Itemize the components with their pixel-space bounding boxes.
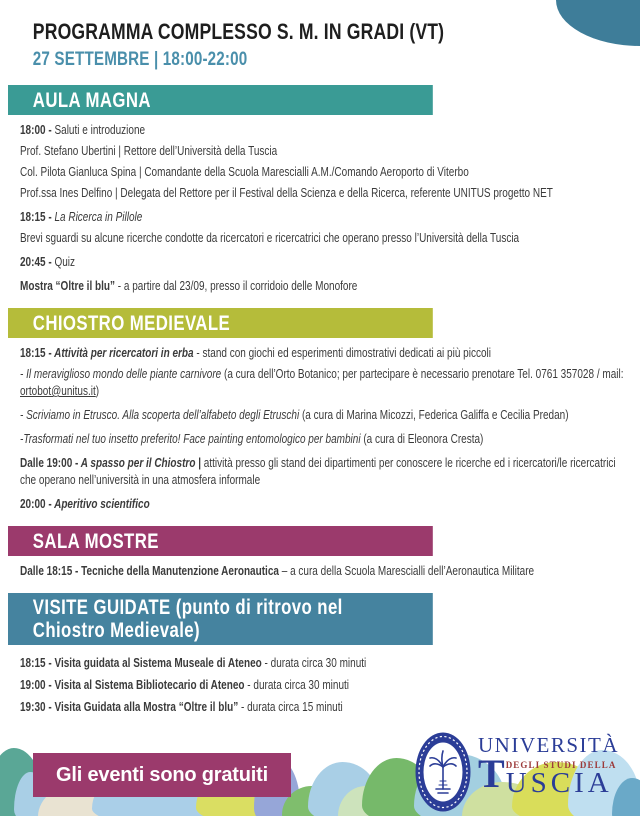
- text-segment: - durata circa 30 minuti: [261, 656, 367, 670]
- text-line: [20, 278, 632, 295]
- text-segment: Dalle 18:15 - Tecniche della Manutenzione Aeronautica: [20, 564, 279, 578]
- text-segment: Mostra “Oltre il blu”: [20, 279, 116, 293]
- text-segment: 20:45 -: [20, 255, 52, 269]
- section-header-chiostro-medievale: CHIOSTRO MEDIEVALE: [8, 308, 433, 338]
- text-segment: 19:30 - Visita Guidata alla Mostra “Oltre il blu”: [20, 700, 239, 714]
- text-line: [20, 345, 632, 362]
- section-sala-mostre: [0, 526, 640, 580]
- text-line: [20, 143, 632, 160]
- text-segment: Col. Pilota Gianluca Spina | Comandante della Scuola Marescialli A.M./Comando Aeroporto di Viterbo: [20, 165, 469, 179]
- wordmark-universita: UNIVERSITÀ: [478, 733, 619, 757]
- text-segment: 18:15 -: [20, 210, 52, 224]
- text-line: [20, 696, 632, 718]
- text-segment: - a partire dal 23/09, presso il corridoio delle Monofore: [115, 279, 358, 293]
- section-aula-magna: [0, 85, 640, 295]
- section-header-aula-magna: AULA MAGNA: [8, 85, 433, 115]
- section-chiostro-medievale: [0, 308, 640, 513]
- text-segment: Saluti e introduzione: [51, 123, 146, 137]
- footer: [0, 720, 640, 816]
- text-segment: Brevi sguardi su alcune ricerche condotte da ricercatori e ricercatrici che operano presso l’Università della Tuscia: [20, 231, 520, 245]
- email-link[interactable]: ortobot@unitus.it: [20, 384, 96, 398]
- section-header-sala-mostre: SALA MOSTRE: [8, 526, 433, 556]
- university-logo: [414, 728, 638, 816]
- text-line: [20, 254, 632, 271]
- wordmark-tuscia-initial: T: [478, 751, 505, 796]
- text-line: [20, 496, 632, 513]
- text-segment: A spasso per il Chiostro: [78, 456, 196, 470]
- sections: [0, 85, 640, 718]
- text-segment: attività presso gli stand dei dipartimenti per conoscere le ricerche ed i ricercatori/le ricercatrici che operano nell’università in una atmosfera informale: [20, 456, 616, 487]
- text-segment: (a cura di Eleonora Cresta): [360, 432, 484, 446]
- text-line: [20, 652, 632, 674]
- text-line: [20, 122, 632, 139]
- text-segment: Dalle 19:00 -: [20, 456, 79, 470]
- text-segment: Attività per ricercatori in erba: [51, 346, 194, 360]
- university-wordmark: [478, 733, 638, 799]
- text-line: [20, 455, 632, 489]
- text-line: [20, 185, 632, 202]
- text-segment: 19:00 - Visita al Sistema Bibliotecario di Ateneo: [20, 678, 245, 692]
- section-visite-guidate: [0, 593, 640, 718]
- text-line: [20, 164, 632, 181]
- text-segment: Prof. Stefano Ubertini | Rettore dell’Università della Tuscia: [20, 144, 278, 158]
- text-segment: 18:00 -: [20, 123, 52, 137]
- text-segment: ): [95, 384, 100, 398]
- text-segment: La Ricerca in Pillole: [51, 210, 143, 224]
- text-segment: - stand con giochi ed esperimenti dimostrativi dedicati ai più piccoli: [193, 346, 491, 360]
- page-title: PROGRAMMA COMPLESSO S. M. IN GRADI (VT): [32, 19, 445, 44]
- text-segment: Prof.ssa Ines Delfino | Delegata del Rettore per il Festival della Scienza e della Ricerca, referente UNITUS progetto NET: [20, 186, 553, 200]
- text-segment: - Il meraviglioso mondo delle piante carnivore: [20, 367, 222, 381]
- text-segment: - Scriviamo in Etrusco. Alla scoperta dell’alfabeto degli Etruschi: [20, 408, 300, 422]
- text-segment: 20:00 -: [20, 497, 52, 511]
- text-line: [20, 431, 632, 448]
- text-segment: Aperitivo scientifico: [51, 497, 150, 511]
- text-segment: |: [195, 456, 202, 470]
- text-line: [20, 674, 632, 696]
- text-segment: -Trasformati nel tuo insetto preferito! Face painting entomologico per bambini: [20, 432, 361, 446]
- text-segment: Quiz: [51, 255, 76, 269]
- wordmark-tuscia-rest: USCIA: [505, 767, 613, 799]
- text-line: [20, 407, 632, 424]
- text-line: [20, 209, 632, 226]
- text-segment: - durata circa 30 minuti: [244, 678, 350, 692]
- text-segment: (a cura di Marina Micozzi, Federica Galiffa e Cecilia Predan): [299, 408, 569, 422]
- text-segment: 18:15 -: [20, 346, 52, 360]
- text-segment: (a cura dell’Orto Botanico; per partecipare è necessario prenotare Tel. 0761 357028 / mail:: [221, 367, 624, 381]
- text-segment: 18:15 - Visita guidata al Sistema Museale di Ateneo: [20, 656, 262, 670]
- free-events-button[interactable]: Gli eventi sono gratuiti: [33, 753, 291, 797]
- wordmark-degli-studi: DEGLI STUDI DELLA: [505, 760, 617, 770]
- text-segment: – a cura della Scuola Marescialli dell’Aeronautica Militare: [278, 564, 535, 578]
- section-header-visite-guidate: VISITE GUIDATE (punto di ritrovo nel Chiostro Medievale): [8, 593, 433, 645]
- text-line: [20, 563, 632, 580]
- text-line: [20, 230, 632, 247]
- university-seal-icon: [414, 731, 472, 813]
- text-line: [20, 366, 632, 400]
- event-date-time: 27 SETTEMBRE | 18:00-22:00: [32, 49, 248, 70]
- text-segment: - durata circa 15 minuti: [238, 700, 343, 714]
